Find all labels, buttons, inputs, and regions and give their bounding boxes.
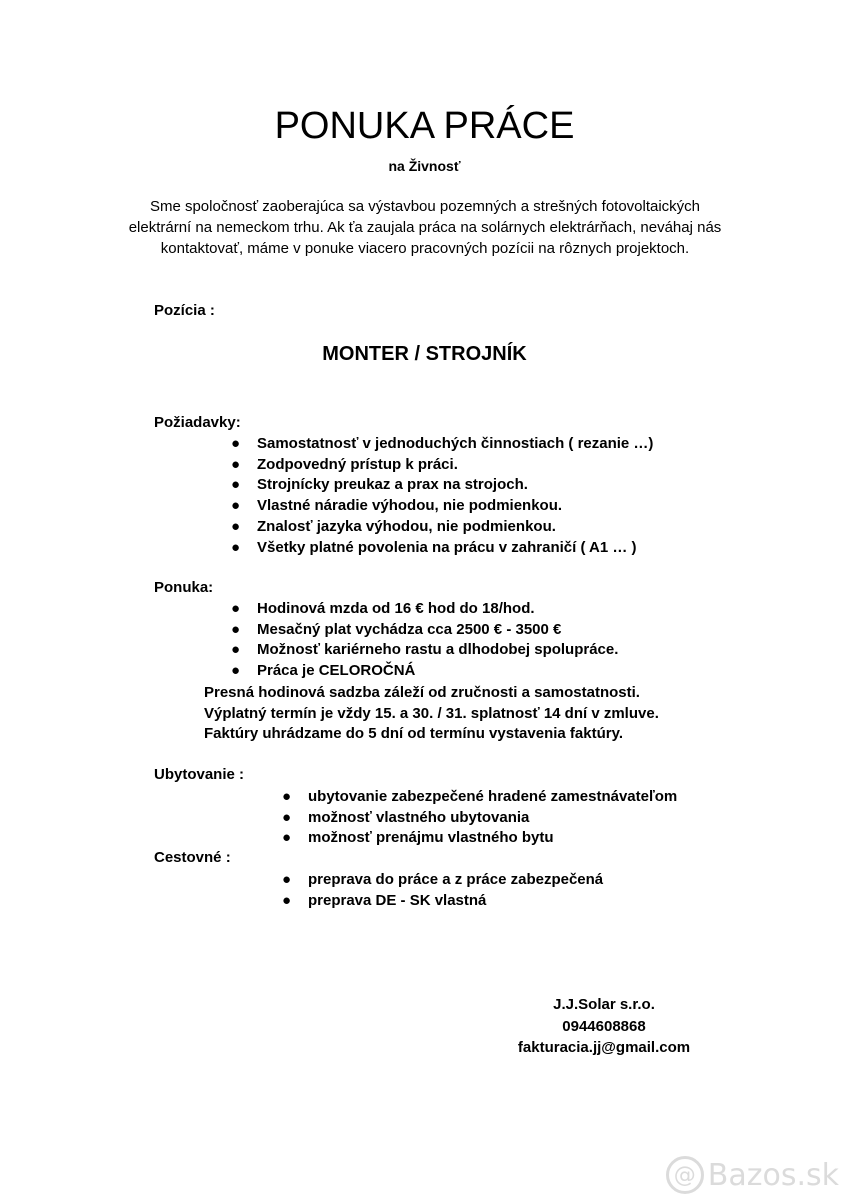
contact-block <box>509 994 699 1059</box>
bullet-icon: ● <box>231 497 241 515</box>
bullet-icon: ● <box>282 829 292 847</box>
list-item: ● Práca je CELOROČNÁ <box>257 661 618 682</box>
position-title: MONTER / STROJNÍK <box>322 343 527 365</box>
bullet-icon: ● <box>231 435 241 452</box>
document-title: PONUKA PRÁCE <box>274 105 575 147</box>
requirements-list <box>231 434 654 558</box>
list-item: ● preprava do práce a z práce zabezpečená <box>308 870 603 891</box>
offer-note: Faktúry uhrádzame do 5 dní od termínu vystavenia faktúry. <box>204 725 623 743</box>
offer-label: Ponuka: <box>154 579 214 596</box>
travel-list <box>282 870 604 911</box>
list-item: ● Všetky platné povolenia na prácu v zahraničí ( A1 … ) <box>257 538 653 559</box>
watermark-text: Bazos.sk <box>707 1157 839 1193</box>
bullet-icon: ● <box>282 891 292 909</box>
bullet-icon: ● <box>231 620 241 638</box>
travel-label: Cestovné : <box>154 849 231 866</box>
list-item: ● možnosť prenájmu vlastného bytu <box>308 828 677 849</box>
bullet-icon: ● <box>231 662 241 680</box>
bullet-icon: ● <box>231 517 241 535</box>
offer-note: Presná hodinová sadzba záleží od zručnosti a samostatnosti. <box>204 684 640 701</box>
list-item: ● Samostatnosť v jednoduchých činnostiach ( rezanie …) <box>257 434 653 455</box>
intro-paragraph <box>90 196 760 259</box>
phone-number: 0944608868 <box>562 1017 646 1035</box>
requirements-label: Požiadavky: <box>154 414 241 431</box>
bullet-icon: ● <box>231 538 241 556</box>
list-item: ● Vlastné náradie výhodou, nie podmienkou. <box>257 496 653 517</box>
list-item: ● Znalosť jazyka výhodou, nie podmienkou. <box>257 517 653 538</box>
list-item: ● Mesačný plat vychádza cca 2500 € - 3500 € <box>257 620 618 641</box>
offer-list <box>231 599 619 682</box>
list-item: ● možnosť vlastného ubytovania <box>308 808 677 829</box>
accommodation-label: Ubytovanie : <box>154 766 245 783</box>
accommodation-list <box>282 787 678 849</box>
offer-note: Výplatný termín je vždy 15. a 30. / 31. splatnosť 14 dní v zmluve. <box>204 704 659 722</box>
email-address: fakturacia.jj@gmail.com <box>517 1039 691 1056</box>
at-logo-icon: @ <box>666 1156 704 1194</box>
document-subtitle: na Živnosť <box>388 158 461 174</box>
bullet-icon: ● <box>231 455 241 473</box>
watermark <box>666 1156 839 1194</box>
list-item: ● Hodinová mzda od 16 € hod do 18/hod. <box>257 599 618 620</box>
bullet-icon: ● <box>231 641 241 659</box>
offer-notes <box>204 683 659 745</box>
company-name: J.J.Solar s.r.o. <box>553 996 655 1013</box>
list-item: ● Zodpovedný prístup k práci. <box>257 455 653 476</box>
intro-line: Sme spoločnosť zaoberajúca sa výstavbou pozemných a strešných fotovoltaických <box>149 198 701 215</box>
bullet-icon: ● <box>282 788 292 805</box>
position-label: Pozícia : <box>154 302 215 319</box>
intro-line: elektrární na nemeckom trhu. Ak ťa zaujala práca na solárnych elektrárňach, neváhaj nás <box>128 219 722 236</box>
list-item: ● ubytovanie zabezpečené hradené zamestnávateľom <box>308 787 677 808</box>
bullet-icon: ● <box>282 871 292 888</box>
list-item: ● Možnosť kariérneho rastu a dlhodobej spolupráce. <box>257 640 618 661</box>
intro-line: kontaktovať, máme v ponuke viacero pracovných pozícii na rôznych projektoch. <box>160 240 690 257</box>
list-item: ● Strojnícky preukaz a prax na strojoch. <box>257 475 653 496</box>
bullet-icon: ● <box>282 808 292 826</box>
bullet-icon: ● <box>231 476 241 494</box>
list-item: ● preprava DE - SK vlastná <box>308 891 603 912</box>
bullet-icon: ● <box>231 600 241 617</box>
